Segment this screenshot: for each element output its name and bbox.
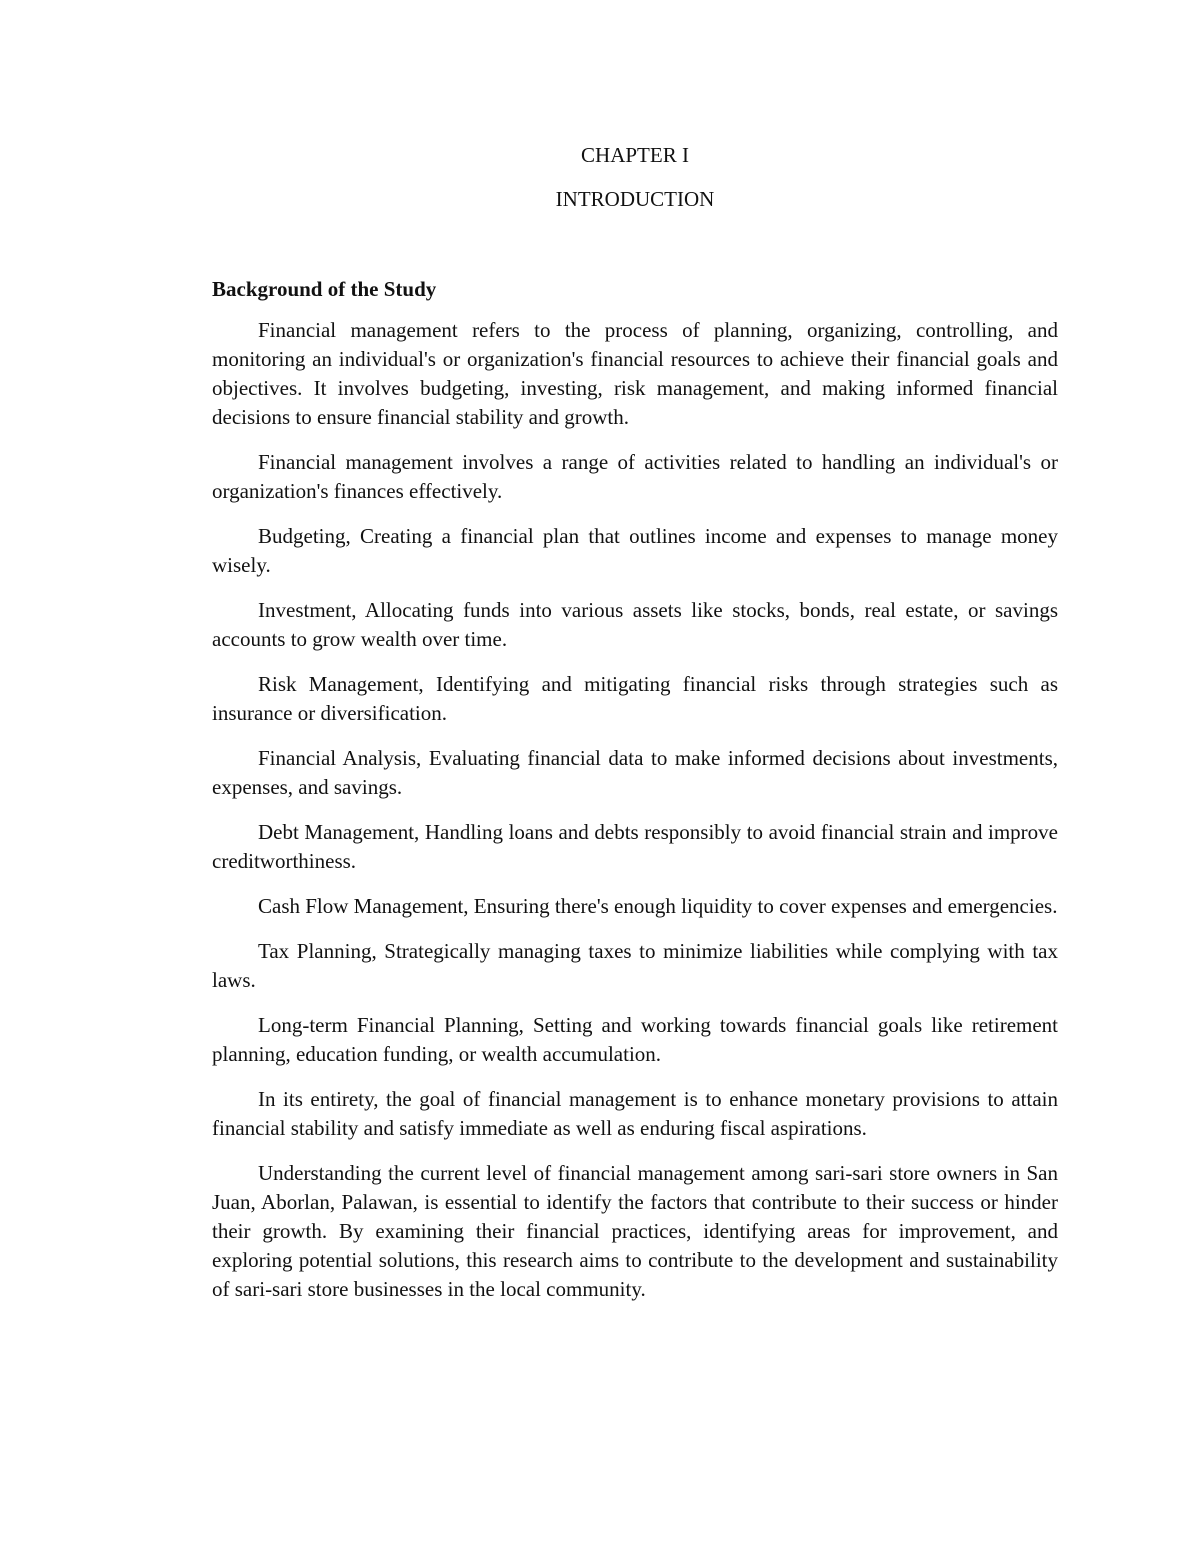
paragraph-debt-management: Debt Management, Handling loans and debts responsibly to avoid financial strain and improve creditworthiness. bbox=[212, 820, 1058, 873]
paragraph-goal-summary: In its entirety, the goal of financial management is to enhance monetary provisions to attain financial stability and satisfy immediate as well as enduring fiscal aspirations. bbox=[212, 1087, 1058, 1140]
paragraph-investment: Investment, Allocating funds into various assets like stocks, bonds, real estate, or savings accounts to grow wealth over time. bbox=[212, 598, 1058, 651]
paragraph-risk-management: Risk Management, Identifying and mitigating financial risks through strategies such as insurance or diversification. bbox=[212, 672, 1058, 725]
paragraph-financial-management-definition: Financial management refers to the process of planning, organizing, controlling, and monitoring an individual's or organization's financial resources to achieve their financial goals and objectives. It involves budgeting, investing, risk management, and making informed financial decisions to ensure financial stability and growth. bbox=[212, 318, 1058, 429]
paragraph-long-term-planning: Long-term Financial Planning, Setting and working towards financial goals like retirement planning, education funding, or wealth accumulation. bbox=[212, 1013, 1058, 1066]
chapter-label: CHAPTER I bbox=[581, 143, 689, 167]
paragraph-activities-overview: Financial management involves a range of activities related to handling an individual's or organization's finances effectively. bbox=[212, 450, 1058, 503]
paragraph-research-aim: Understanding the current level of financial management among sari-sari store owners in San Juan, Aborlan, Palawan, is essential to identify the factors that contribute to their success or hinder their growth. By examining their financial practices, identifying areas for improvement, and exploring potential solutions, this research aims to contribute to the development and sustainability of sari-sari store businesses in the local community. bbox=[212, 1161, 1058, 1301]
chapter-title: INTRODUCTION bbox=[555, 187, 715, 211]
paragraph-financial-analysis: Financial Analysis, Evaluating financial data to make informed decisions about investments, expenses, and savings. bbox=[212, 746, 1058, 799]
page-content bbox=[212, 140, 1058, 1304]
paragraph-tax-planning: Tax Planning, Strategically managing taxes to minimize liabilities while complying with tax laws. bbox=[212, 939, 1058, 992]
paragraph-budgeting: Budgeting, Creating a financial plan that outlines income and expenses to manage money wisely. bbox=[212, 524, 1058, 577]
section-heading: Background of the Study bbox=[212, 277, 437, 301]
paragraph-cash-flow-management: Cash Flow Management, Ensuring there's enough liquidity to cover expenses and emergencies. bbox=[258, 894, 1058, 918]
